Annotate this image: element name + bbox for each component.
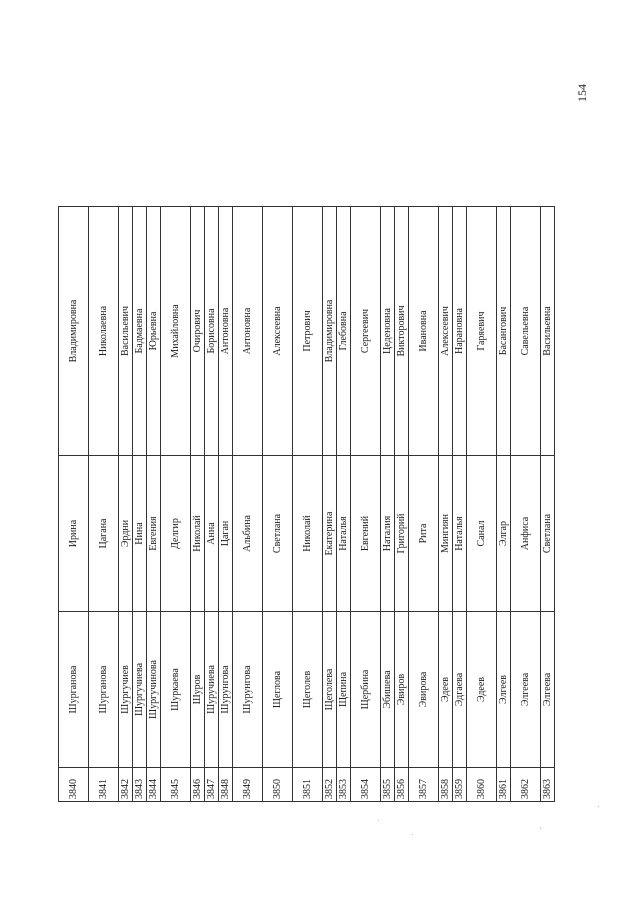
patronymic-cell: Гаряевич — [467, 207, 497, 456]
first-name-cell: Альбина — [233, 456, 263, 612]
table-row — [351, 207, 381, 802]
record-number-cell: 3853 — [337, 768, 351, 802]
patronymic-cell: Михайловна — [161, 207, 191, 456]
first-name-cell: Светлана — [263, 456, 293, 612]
first-name-cell: Анна — [205, 456, 219, 612]
patronymic-cell: Викторович — [395, 207, 409, 456]
last-name-cell: Шурганова — [89, 612, 119, 768]
table-row — [293, 207, 323, 802]
table-row — [133, 207, 147, 802]
last-name-cell: Шуров — [191, 612, 205, 768]
patronymic-cell: Алексеевич — [439, 207, 453, 456]
last-name-cell: Шурунгова — [219, 612, 233, 768]
last-name-cell: Щербина — [351, 612, 381, 768]
first-name-cell: Наталья — [337, 456, 351, 612]
record-number-cell: 3845 — [161, 768, 191, 802]
table-row — [337, 207, 351, 802]
patronymic-cell: Бадмаевна — [133, 207, 147, 456]
table-row — [467, 207, 497, 802]
last-name-cell: Шургучиев — [119, 612, 133, 768]
patronymic-cell: Юрьевна — [147, 207, 161, 456]
patronymic-cell: Николаевна — [89, 207, 119, 456]
patronymic-cell: Петрович — [293, 207, 323, 456]
first-name-cell: Мингиян — [439, 456, 453, 612]
last-name-cell: Шургучинова — [147, 612, 161, 768]
record-number-cell: 3846 — [191, 768, 205, 802]
table-row — [161, 207, 191, 802]
table-row — [511, 207, 541, 802]
last-name-cell: Эдеев — [467, 612, 497, 768]
patronymic-cell: Нарановна — [453, 207, 467, 456]
table-row — [147, 207, 161, 802]
record-number-cell: 3848 — [219, 768, 233, 802]
records-table-frame — [58, 206, 553, 802]
last-name-cell: Шургучиева — [133, 612, 147, 768]
first-name-cell: Анфиса — [511, 456, 541, 612]
table-row — [409, 207, 439, 802]
first-name-cell: Наталия — [381, 456, 395, 612]
scan-speck — [540, 828, 541, 829]
table-row — [263, 207, 293, 802]
record-number-cell: 3858 — [439, 768, 453, 802]
last-name-cell: Шуручиева — [205, 612, 219, 768]
first-name-cell: Нина — [133, 456, 147, 612]
last-name-cell: Шурунгова — [233, 612, 263, 768]
patronymic-cell: Очирович — [191, 207, 205, 456]
last-name-cell: Щеголева — [323, 612, 337, 768]
first-name-cell: Григорий — [395, 456, 409, 612]
record-number-cell: 3855 — [381, 768, 395, 802]
last-name-cell: Щеголев — [293, 612, 323, 768]
table-row — [119, 207, 133, 802]
first-name-cell: Рита — [409, 456, 439, 612]
records-table — [58, 206, 555, 802]
scan-speck — [412, 834, 413, 835]
record-number-cell: 3859 — [453, 768, 467, 802]
table-row — [219, 207, 233, 802]
last-name-cell: Эвирова — [409, 612, 439, 768]
patronymic-cell: Савельевна — [511, 207, 541, 456]
table-row — [381, 207, 395, 802]
first-name-cell: Ирина — [59, 456, 89, 612]
last-name-cell: Элгеева — [541, 612, 555, 768]
record-number-cell: 3860 — [467, 768, 497, 802]
table-row — [191, 207, 205, 802]
record-number-cell: 3844 — [147, 768, 161, 802]
patronymic-cell: Борисовна — [205, 207, 219, 456]
patronymic-cell: Басангович — [497, 207, 511, 456]
last-name-cell: Щепина — [337, 612, 351, 768]
record-number-cell: 3841 — [89, 768, 119, 802]
patronymic-cell: Сергеевич — [351, 207, 381, 456]
table-row — [541, 207, 555, 802]
record-number-cell: 3852 — [323, 768, 337, 802]
first-name-cell: Николай — [293, 456, 323, 612]
first-name-cell: Цаган — [219, 456, 233, 612]
table-row — [233, 207, 263, 802]
table-row — [59, 207, 89, 802]
last-name-cell: Щеглова — [263, 612, 293, 768]
record-number-cell: 3857 — [409, 768, 439, 802]
table-row — [497, 207, 511, 802]
patronymic-cell: Антоновна — [233, 207, 263, 456]
table-row — [439, 207, 453, 802]
last-name-cell: Элгеев — [497, 612, 511, 768]
record-number-cell: 3840 — [59, 768, 89, 802]
record-number-cell: 3851 — [293, 768, 323, 802]
first-name-cell: Николай — [191, 456, 205, 612]
last-name-cell: Эдеев — [439, 612, 453, 768]
last-name-cell: Шуркаева — [161, 612, 191, 768]
first-name-cell: Светлана — [541, 456, 555, 612]
first-name-cell: Элгар — [497, 456, 511, 612]
patronymic-cell: Глебовна — [337, 207, 351, 456]
patronymic-cell: Цеденовна — [381, 207, 395, 456]
record-number-cell: 3843 — [133, 768, 147, 802]
first-name-cell: Наталья — [453, 456, 467, 612]
first-name-cell: Евгения — [147, 456, 161, 612]
record-number-cell: 3862 — [511, 768, 541, 802]
table-row — [395, 207, 409, 802]
table-row — [89, 207, 119, 802]
patronymic-cell: Владимировна — [323, 207, 337, 456]
first-name-cell: Эрдни — [119, 456, 133, 612]
first-name-cell: Цагана — [89, 456, 119, 612]
patronymic-cell: Ивановна — [409, 207, 439, 456]
table-row — [205, 207, 219, 802]
table-row — [453, 207, 467, 802]
scan-speck — [378, 820, 379, 821]
table-row — [323, 207, 337, 802]
record-number-cell: 3856 — [395, 768, 409, 802]
patronymic-cell: Владимировна — [59, 207, 89, 456]
last-name-cell: Шурганова — [59, 612, 89, 768]
record-number-cell: 3849 — [233, 768, 263, 802]
first-name-cell: Екатерина — [323, 456, 337, 612]
record-number-cell: 3847 — [205, 768, 219, 802]
scan-speck — [598, 806, 599, 807]
record-number-cell: 3850 — [263, 768, 293, 802]
last-name-cell: Эбишева — [381, 612, 395, 768]
patronymic-cell: Алексеевна — [263, 207, 293, 456]
last-name-cell: Эдгаева — [453, 612, 467, 768]
last-name-cell: Эвиров — [395, 612, 409, 768]
patronymic-cell: Антоновна — [219, 207, 233, 456]
first-name-cell: Делгир — [161, 456, 191, 612]
last-name-cell: Элгеева — [511, 612, 541, 768]
first-name-cell: Евгений — [351, 456, 381, 612]
record-number-cell: 3854 — [351, 768, 381, 802]
page-number: 154 — [574, 84, 589, 102]
patronymic-cell: Васильевич — [119, 207, 133, 456]
patronymic-cell: Васильевна — [541, 207, 555, 456]
record-number-cell: 3861 — [497, 768, 511, 802]
first-name-cell: Санал — [467, 456, 497, 612]
record-number-cell: 3863 — [541, 768, 555, 802]
record-number-cell: 3842 — [119, 768, 133, 802]
